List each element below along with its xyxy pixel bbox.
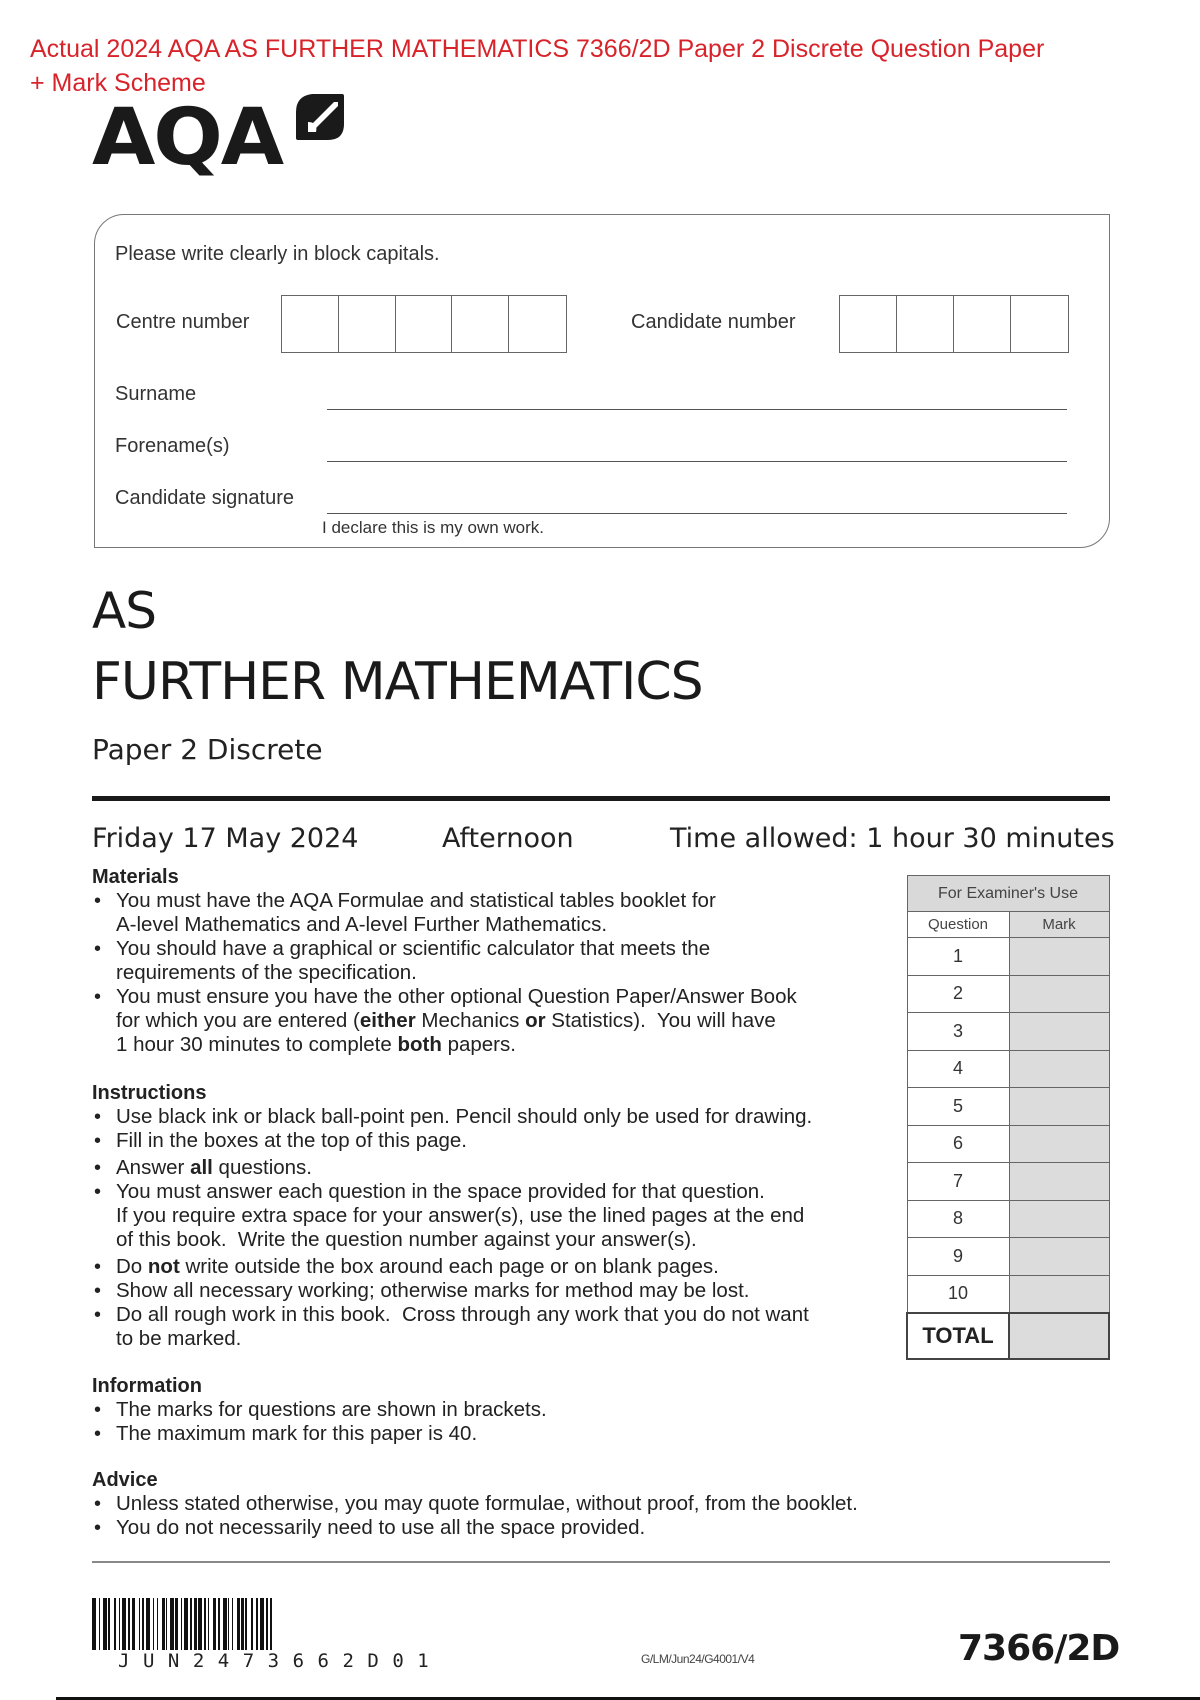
instructions-item: • Fill in the boxes at the top of this page. <box>92 1129 892 1153</box>
information-heading: Information <box>92 1375 202 1397</box>
instructions-item: • You must answer each question in the space provided for that question. If you require extra space for your answer(s), use the lined pages at the end of this book. Write the question number against your answer(s). <box>92 1180 892 1252</box>
qualification-level: AS <box>92 582 156 640</box>
exam-session: Afternoon <box>442 823 574 854</box>
question-number: 9 <box>907 1238 1009 1276</box>
information-section <box>92 1375 892 1446</box>
mark-cell[interactable] <box>1009 1163 1109 1201</box>
candidate-number-label: Candidate number <box>631 311 796 333</box>
centre-number-digit[interactable] <box>282 296 339 352</box>
candidate-number-digit[interactable] <box>840 296 897 352</box>
document-title-banner <box>30 32 1180 100</box>
advice-item: • Unless stated otherwise, you may quote formulae, without proof, from the booklet. <box>92 1492 992 1516</box>
footer-divider <box>92 1561 1110 1563</box>
instructions-heading: Instructions <box>92 1082 207 1104</box>
centre-number-digit[interactable] <box>452 296 509 352</box>
paper-code: 7366/2D <box>958 1628 1120 1669</box>
instructions-item: • Use black ink or black ball-point pen. Pencil should only be used for drawing. <box>92 1105 892 1129</box>
document-reference: G/LM/Jun24/G4001/V4 <box>641 1652 755 1666</box>
barcode-icon <box>92 1598 502 1650</box>
mark-cell[interactable] <box>1009 975 1109 1013</box>
paper-title: Paper 2 Discrete <box>92 733 323 766</box>
question-number: 7 <box>907 1163 1009 1201</box>
mark-cell[interactable] <box>1009 1275 1109 1313</box>
candidate-number-digit[interactable] <box>954 296 1011 352</box>
question-number: 8 <box>907 1200 1009 1238</box>
mark-cell[interactable] <box>1009 1013 1109 1051</box>
forenames-label: Forename(s) <box>115 435 230 457</box>
instructions-item: • Show all necessary working; otherwise marks for method may be lost. <box>92 1279 892 1303</box>
instructions-item: • Answer all questions. <box>92 1156 892 1180</box>
centre-number-field[interactable] <box>281 295 567 353</box>
examiners-use-table <box>906 875 1110 1360</box>
question-number: 10 <box>907 1275 1009 1313</box>
signature-label: Candidate signature <box>115 487 295 509</box>
mark-cell[interactable] <box>1009 1088 1109 1126</box>
candidate-number-digit[interactable] <box>897 296 954 352</box>
aqa-logo-mark-icon <box>294 92 346 144</box>
mark-cell[interactable] <box>1009 1050 1109 1088</box>
mark-column-header: Mark <box>1009 912 1109 938</box>
aqa-logo <box>92 92 352 182</box>
question-number: 5 <box>907 1088 1009 1126</box>
surname-field[interactable] <box>327 409 1067 410</box>
total-mark-cell[interactable] <box>1009 1313 1109 1359</box>
forenames-field[interactable] <box>327 461 1067 462</box>
mark-cell[interactable] <box>1009 1200 1109 1238</box>
centre-number-digit[interactable] <box>396 296 453 352</box>
centre-number-label: Centre number <box>116 311 250 333</box>
information-item: • The maximum mark for this paper is 40. <box>92 1422 892 1446</box>
barcode-text: JUN2473662D01 <box>118 1650 443 1672</box>
time-allowed: Time allowed: 1 hour 30 minutes <box>670 823 1115 854</box>
materials-heading: Materials <box>92 866 179 888</box>
mark-cell[interactable] <box>1009 938 1109 976</box>
question-number: 6 <box>907 1125 1009 1163</box>
surname-label: Surname <box>115 383 197 405</box>
question-number: 2 <box>907 975 1009 1013</box>
mark-cell[interactable] <box>1009 1125 1109 1163</box>
question-number: 3 <box>907 1013 1009 1051</box>
advice-item: • You do not necessarily need to use all the space provided. <box>92 1516 992 1540</box>
information-item: • The marks for questions are shown in brackets. <box>92 1398 892 1422</box>
declaration-text: I declare this is my own work. <box>322 518 545 537</box>
signature-field[interactable] <box>327 513 1067 514</box>
centre-number-digit[interactable] <box>339 296 396 352</box>
subject-title: FURTHER MATHEMATICS <box>92 652 703 712</box>
candidate-number-digit[interactable] <box>1011 296 1068 352</box>
centre-number-digit[interactable] <box>509 296 566 352</box>
materials-section <box>92 866 892 1057</box>
instructions-section <box>92 1082 892 1351</box>
question-number: 1 <box>907 938 1009 976</box>
materials-item: • You must ensure you have the other optional Question Paper/Answer Book for which you are entered (either Mechanics or Statistics). You will have 1 hour 30 minutes to complete both papers. <box>92 985 892 1057</box>
banner-line-2: + Mark Scheme <box>30 69 206 97</box>
instructions-item: • Do all rough work in this book. Cross through any work that you do not want to be marked. <box>92 1303 892 1351</box>
advice-heading: Advice <box>92 1469 158 1491</box>
question-column-header: Question <box>907 912 1009 938</box>
materials-item: • You should have a graphical or scientific calculator that meets the requirements of the specification. <box>92 937 892 985</box>
exam-date: Friday 17 May 2024 <box>92 823 359 854</box>
advice-section <box>92 1469 992 1540</box>
instructions-item: • Do not write outside the box around each page or on blank pages. <box>92 1255 892 1279</box>
candidate-number-field[interactable] <box>839 295 1069 353</box>
total-label: TOTAL <box>907 1313 1009 1359</box>
block-capitals-instruction: Please write clearly in block capitals. <box>115 243 440 265</box>
materials-item: • You must have the AQA Formulae and statistical tables booklet for A-level Mathematics and A-level Further Mathematics. <box>92 889 892 937</box>
mark-cell[interactable] <box>1009 1238 1109 1276</box>
candidate-details-box <box>94 214 1110 548</box>
examiners-use-title: For Examiner's Use <box>907 876 1109 912</box>
logo-text: AQA <box>92 93 283 183</box>
banner-line-1: Actual 2024 AQA AS FURTHER MATHEMATICS 7366/2D Paper 2 Discrete Question Paper <box>30 35 1045 63</box>
question-number: 4 <box>907 1050 1009 1088</box>
title-divider <box>92 796 1110 801</box>
